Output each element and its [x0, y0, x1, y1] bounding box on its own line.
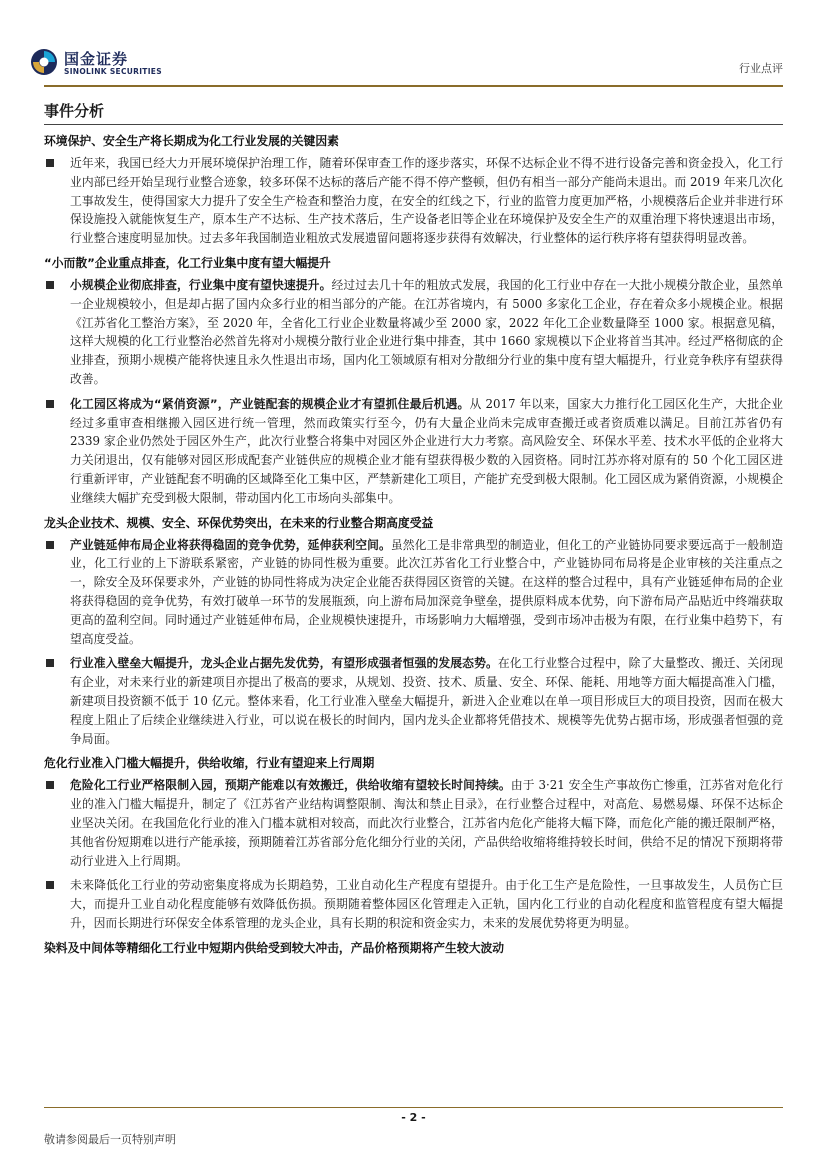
logo-text-en: SINOLINK SECURITIES — [64, 67, 162, 76]
paragraph-text: 从 2017 年以来，国家大力推行化工园区化生产，大批企业经过多重审查相继搬入园区进行统一管理，然而政策实行至今，仍有大量企业尚未完成审查搬迁或者资质难以满足。目前江苏省仍有 2339 家企业仍然处于园区外生产，此次行业整合将集中对园区外企业进行大力考察。高风险安全、环保水平差、技术水平低的企业将大力关闭退出，仅有能够对园区形成配套产业链供应的规模企业才能有望获得极少数的入园资格。同时江苏亦将对原有的 50 个化工园区进行重新评审，产业链配套不明确的区域降至化工集中区，严禁新建化工项目，产能扩充受到极大限制。化工园区成为紧俏资源，小规模企业继续大幅扩充受到极大限制，带动国内化工市场向头部集中。 — [70, 396, 783, 505]
paragraph-small-enterprises — [44, 276, 783, 389]
document-type-label: 行业点评 — [739, 62, 783, 75]
article-body — [44, 132, 783, 961]
paragraph-lead: 行业准入壁垒大幅提升，龙头企业占据先发优势，有望形成强者恒强的发展态势。 — [70, 656, 498, 671]
paragraph-automation — [44, 876, 783, 932]
bullet-square-icon — [46, 781, 54, 789]
bullet-square-icon — [46, 541, 54, 549]
subheading-hazardous-chemicals: 危化行业准入门槛大幅提升，供给收缩，行业有望迎来上行周期 — [44, 756, 375, 771]
bullet-square-icon — [46, 159, 54, 167]
subheading-leading-enterprises: 龙头企业技术、规模、安全、环保优势突出，在未来的行业整合期高度受益 — [44, 515, 434, 530]
paragraph-text: 经过过去几十年的粗放式发展，我国的化工行业中存在一大批小规模分散企业，虽然单一企业规模较小，但是却占据了国内众多行业的相当部分的产能。在江苏省境内，有 5000 多家化工企业，存在着众多小规模企业。根据《江苏省化工整治方案》，至 2020 年，全省化工行业企业数量将减少至 2000 家，2022 年化工企业数量降至 1000 家。根据意见稿，这样大规模的化工行业整治必然首先将对小规模分散行业企业进行集中排查，其中 1660 家规模以下企业将首当其冲。经过严格彻底的企业排查，预期小规模产能将快速且永久性退出市场，国内化工领域原有相对分散细分行业的集中度有望大幅提升，行业竞争秩序有望获得改善。 — [70, 277, 783, 386]
section-title: 事件分析 — [44, 102, 105, 120]
disclaimer-note: 敬请参阅最后一页特别声明 — [44, 1133, 176, 1146]
paragraph-text: 在化工行业整合过程中，除了大量整改、搬迁、关闭现有企业，对未来行业的新建项目亦提出了极高的要求，从规划、投资、技术、质量、安全、环保、能耗、用地等方面大幅提高准入门槛，新建项目投资额不低于 10 亿元。整体来看，化工行业准入壁垒大幅提升，新进入企业难以在单一项目形成巨大的项目投资，因而在极大程度上阻止了后续企业继续进入行业，可以说在极长的时间内，国内龙头企业都将凭借技术、规模等先优势占据市场，形成强者恒强的竞争局面。 — [70, 656, 783, 746]
subheading-small-scattered: “小而散”企业重点排查，化工行业集中度有望大幅提升 — [44, 255, 331, 270]
bullet-square-icon — [46, 881, 54, 889]
bullet-square-icon — [46, 281, 54, 289]
paragraph-text: 虽然化工是非常典型的制造业，但化工的产业链协同要求要远高于一般制造业，化工行业的上下游联系紧密，产业链的协同性极为重要。此次江苏省化工行业整合中，产业链协同布局将是企业审核的关注重点之一，除安全及环保要求外，产业链的协同性将成为决定企业能否获得园区资管的关键。在这样的整合过程中，具有产业链延伸布局的企业将获得稳固的竞争优势，有效打破单一环节的发展瓶颈，向上游布局加深竞争壁垒，提供原料成本优势，向下游布局产品贴近中终端获取更高的盈利空间。同时通过产业链延伸布局，企业规模快速提升，市场影响力大幅增强，受到市场冲击极为有限，在行业集中趋势下，有望高度受益。 — [70, 537, 783, 646]
paragraph-lead: 化工园区将成为“紧俏资源”，产业链配套的规模企业才有望抓住最后机遇。 — [70, 396, 470, 411]
paragraph-text: 未来降低化工行业的劳动密集度将成为长期趋势，工业自动化生产程度有望提升。由于化工生产是危险性，一旦事故发生，人员伤亡巨大，而提升工业自动化程度能够有效降低伤损。预期随着整体园区化管理走入正轨，国内化工行业的自动化程度和监管程度有望大幅提升，因而长期进行环保安全体系管理的龙头企业，具有长期的积淀和资金实力，未来的发展优势将更为明显。 — [70, 878, 783, 930]
paragraph-lead: 危险化工行业严格限制入园，预期产能难以有效搬迁，供给收缩有望较长时间持续。 — [70, 778, 511, 793]
paragraph-hazardous-restriction — [44, 776, 783, 870]
bullet-square-icon — [46, 659, 54, 667]
section-divider — [44, 124, 783, 125]
footer-divider — [44, 1107, 783, 1108]
bullet-square-icon — [46, 400, 54, 408]
paragraph-text: 由于 3·21 安全生产事故伤亡惨重，江苏省对危化行业的准入门槛大幅提升，制定了《江苏省产业结构调整限制、淘汰和禁止目录》，在行业整合过程中，对高危、易燃易爆、环保不达标企业坚决关闭。在我国危化行业的准入门槛本就相对较高，而此次行业整合，江苏省内危化产能将大幅下降，而危化产能的搬迁限制严格，其他省份短期难以进行产能承接，预期随着江苏省部分危化细分行业的关闭，产品供给收缩将维持较长时间，供给不足的情况下预期将带动行业进入上行周期。 — [70, 778, 783, 868]
paragraph-text: 近年来，我国已经大力开展环境保护治理工作，随着环保审查工作的逐步落实，环保不达标企业不得不进行设备完善和资金投入，化工行业内部已经开始呈现行业整合迹象，较多环保不达标的落后产能不得不停产整顿，但仍有相当一部分产能尚未退出。而 2019 年来几次化工事故发生，使得国家大力提升了安全生产检查和整治力度，在安全的红线之下，行业的监管力度更加严格，小规模落后企业并非进行环保设施投入就能恢复生产，原本生产不达标、生产技术落后，生产设备老旧等企业在环境保护及安全生产的双重治理下将快速退出市场，行业整合速度明显加快。过去多年我国制造业粗放式发展遗留问题将逐步获得有效解决，行业整体的运行秩序将有望获得明显改善。 — [70, 156, 783, 246]
paragraph-industry-chain — [44, 536, 783, 649]
paragraph-lead: 小规模企业彻底排查，行业集中度有望快速提升。 — [70, 277, 332, 292]
subheading-env-safety: 环境保护、安全生产将长期成为化工行业发展的关键因素 — [44, 134, 339, 148]
page-number: - 2 - — [401, 1111, 426, 1124]
page-header — [0, 0, 827, 90]
paragraph-env-safety — [44, 154, 783, 248]
logo-text-cn: 国金证券 — [64, 50, 129, 68]
subheading-dyes-intermediates: 染料及中间体等精细化工行业中短期内供给受到较大冲击，产品价格预期将产生较大波动 — [44, 940, 505, 955]
sinolink-logo-icon — [30, 48, 58, 76]
paragraph-lead: 产业链延伸布局企业将获得稳固的竞争优势，延伸获利空间。 — [70, 537, 391, 552]
header-divider — [44, 85, 783, 87]
paragraph-entry-barriers — [44, 654, 783, 748]
paragraph-chemical-parks — [44, 395, 783, 508]
